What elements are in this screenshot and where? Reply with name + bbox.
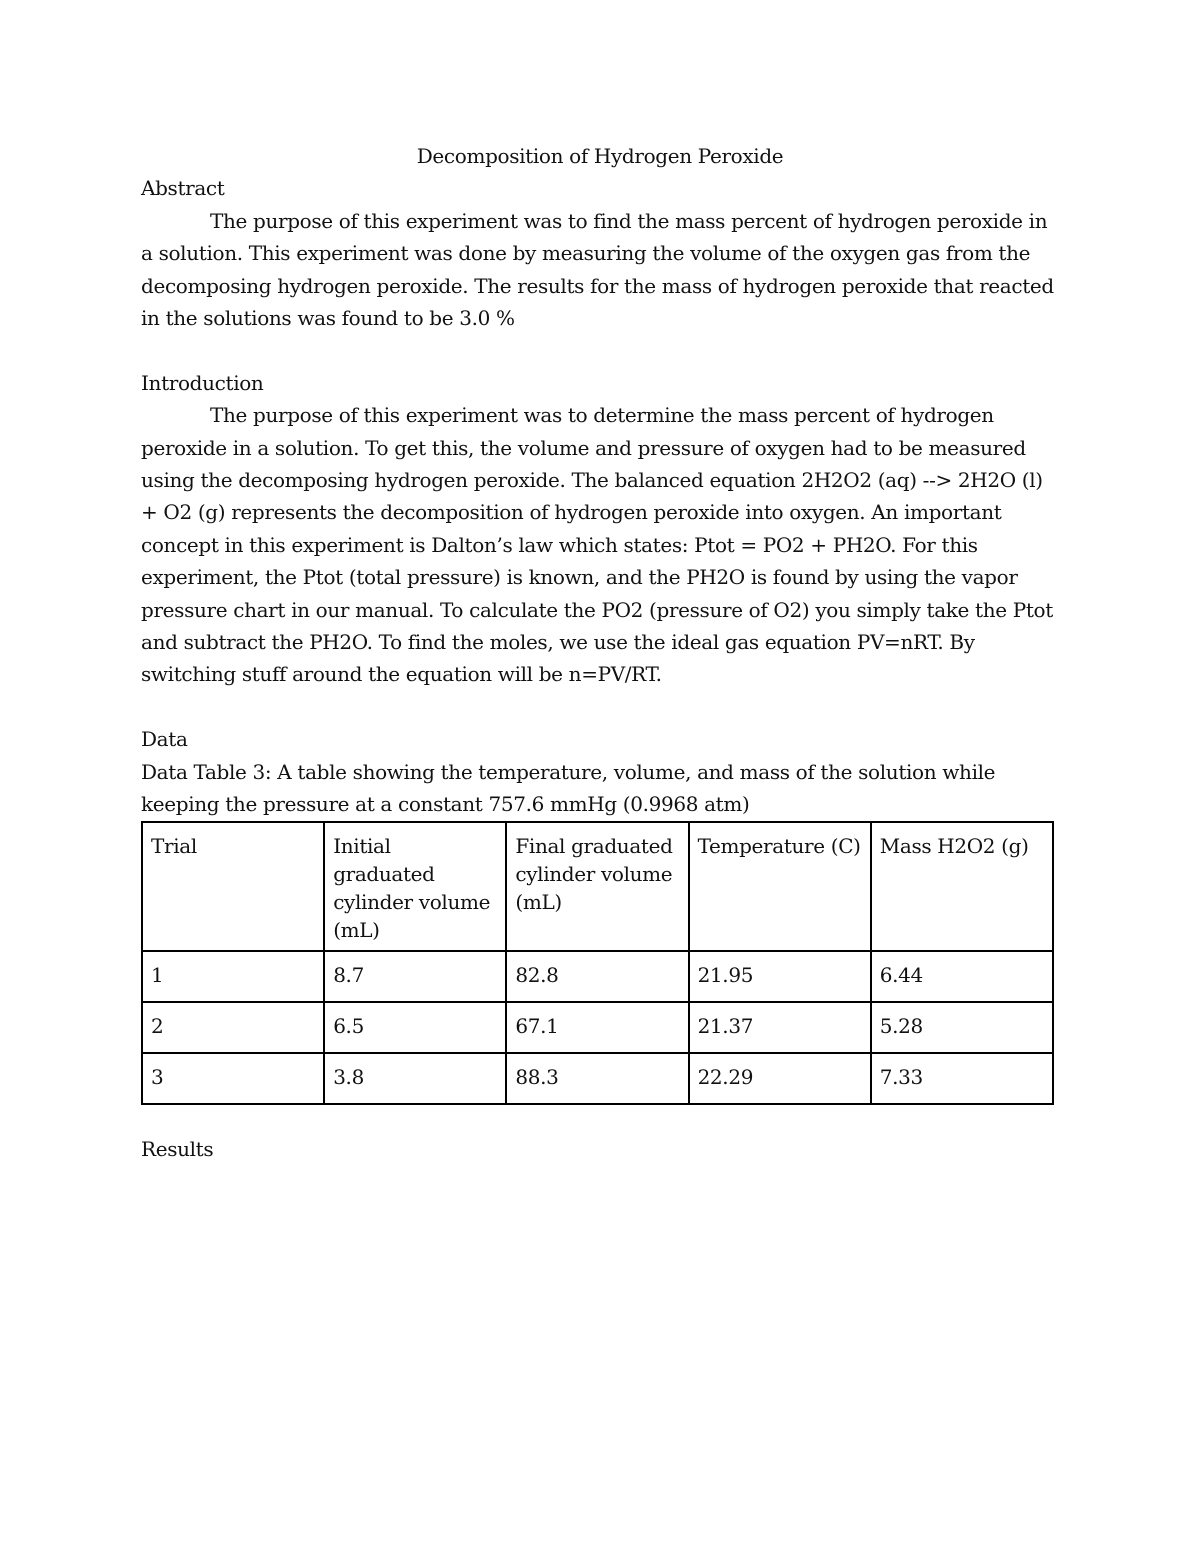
column-header-temperature: Temperature (C) xyxy=(689,822,871,951)
table-cell: 6.5 xyxy=(324,1002,506,1053)
table-row xyxy=(142,951,1053,1002)
document-title: Decomposition of Hydrogen Peroxide xyxy=(416,144,784,168)
section-spacer xyxy=(141,691,1059,723)
results-heading: Results xyxy=(141,1136,214,1161)
table-cell: 22.29 xyxy=(689,1053,871,1104)
document-body xyxy=(141,140,1059,1165)
column-header-trial: Trial xyxy=(142,822,324,951)
section-spacer xyxy=(141,334,1059,366)
column-header-initial-volume: Initial graduated cylinder volume (mL) xyxy=(324,822,506,951)
table-cell: 5.28 xyxy=(871,1002,1053,1053)
section-spacer xyxy=(141,1105,1059,1133)
column-header-final-volume: Final graduated cylinder volume (mL) xyxy=(506,822,688,951)
table-cell: 7.33 xyxy=(871,1053,1053,1104)
column-header-mass: Mass H2O2 (g) xyxy=(871,822,1053,951)
data-table xyxy=(141,821,1054,1105)
table-cell: 88.3 xyxy=(506,1053,688,1104)
table-caption: Data Table 3: A table showing the temperature, volume, and mass of the solution while keeping the pressure at a constant 757.6 mmHg (0.9968 atm) xyxy=(141,759,996,817)
table-cell: 1 xyxy=(142,951,324,1002)
abstract-paragraph: The purpose of this experiment was to find the mass percent of hydrogen peroxide in a solution. This experiment was done by measuring the volume of the oxygen gas from the decomposing hydrogen peroxide. The results for the mass of hydrogen peroxide that reacted in the solutions was found to be 3.0 % xyxy=(141,208,1054,331)
table-header-row xyxy=(142,822,1053,951)
table-cell: 3.8 xyxy=(324,1053,506,1104)
table-cell: 3 xyxy=(142,1053,324,1104)
table-cell: 67.1 xyxy=(506,1002,688,1053)
table-cell: 2 xyxy=(142,1002,324,1053)
introduction-paragraph: The purpose of this experiment was to determine the mass percent of hydrogen peroxide in a solution. To get this, the volume and pressure of oxygen had to be measured using the decomposing hydrogen peroxide. The balanced equation 2H2O2 (aq) --> 2H2O (l) + O2 (g) represents the decomposition of hydrogen peroxide into oxygen. An important concept in this experiment is Dalton’s law which states: Ptot = PO2 + PH2O. For this experiment, the Ptot (total pressure) is known, and the PH2O is found by using the vapor pressure chart in our manual. To calculate the PO2 (pressure of O2) you simply take the Ptot and subtract the PH2O. To find the moles, we use the ideal gas equation PV=nRT. By switching stuff around the equation will be n=PV/RT. xyxy=(141,403,1053,687)
introduction-heading: Introduction xyxy=(141,370,264,395)
table-row xyxy=(142,1002,1053,1053)
table-cell: 82.8 xyxy=(506,951,688,1002)
table-cell: 8.7 xyxy=(324,951,506,1002)
data-heading: Data xyxy=(141,727,188,752)
table-cell: 6.44 xyxy=(871,951,1053,1002)
table-row xyxy=(142,1053,1053,1104)
table-cell: 21.37 xyxy=(689,1002,871,1053)
table-cell: 21.95 xyxy=(689,951,871,1002)
abstract-heading: Abstract xyxy=(141,176,225,201)
